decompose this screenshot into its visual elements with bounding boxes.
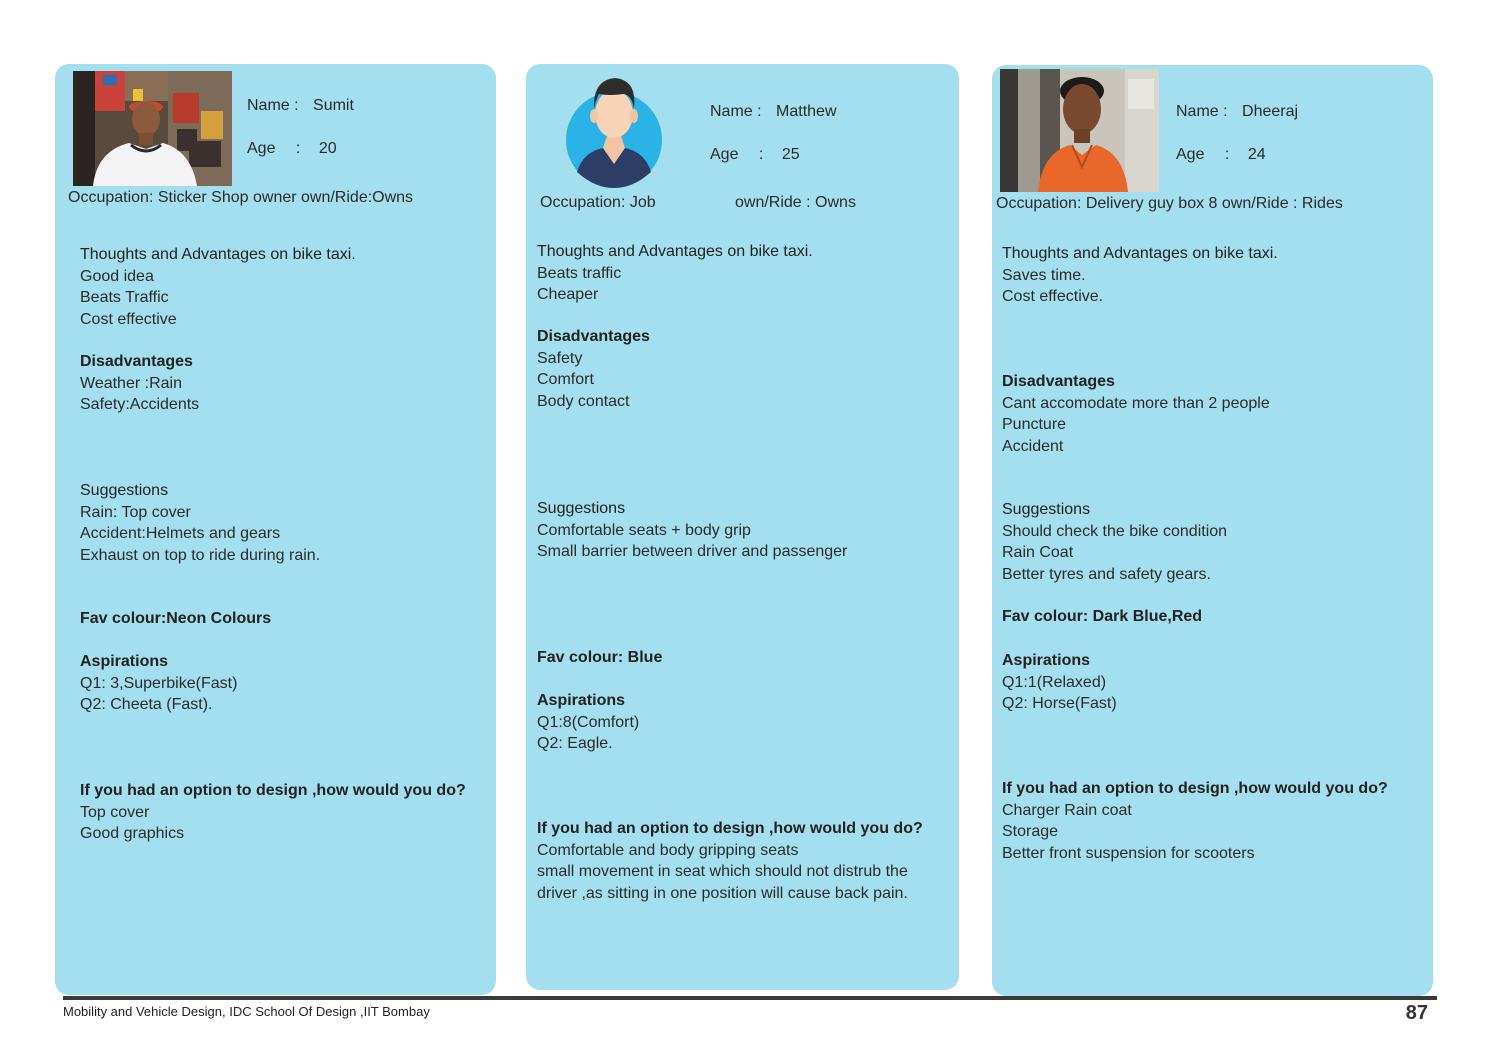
fav-colour-text: Fav colour: Dark Blue,Red (1002, 608, 1203, 625)
age-separator: : (1224, 146, 1230, 163)
fav-colour-section (537, 647, 662, 669)
suggestions-heading: Suggestions (537, 500, 626, 517)
list-item: Top cover (80, 803, 150, 821)
list-item: Q1:8(Comfort) (537, 713, 640, 731)
name-value: Dheeraj (1242, 103, 1299, 120)
aspirations-section (1002, 650, 1117, 715)
list-item: Should check the bike condition (1002, 522, 1228, 540)
list-item: Cheaper (537, 286, 599, 303)
list-item: Good graphics (80, 825, 185, 842)
design-section (1002, 778, 1388, 864)
thoughts-heading: Thoughts and Advantages on bike taxi. (80, 246, 356, 263)
own-ride-text: own/Ride : Owns (735, 194, 856, 211)
footer-credit: Mobility and Vehicle Design, IDC School Of Design ,IIT Bombay (63, 1004, 430, 1019)
list-item: Weather :Rain (80, 374, 182, 392)
list-item: Good idea (80, 267, 154, 285)
list-item: Comfort (537, 371, 594, 388)
aspirations-heading: Aspirations (80, 653, 169, 670)
occupation-text: Occupation: Sticker Shop owner own/Ride:Owns (68, 189, 414, 206)
fav-colour-text: Fav colour:Neon Colours (80, 610, 272, 627)
list-item: Cost effective (80, 310, 177, 328)
thoughts-section (80, 244, 356, 330)
aspirations-section (80, 651, 237, 716)
list-item: Better front suspension for scooters (1002, 844, 1255, 862)
list-item: Puncture (1002, 416, 1067, 433)
list-item: Exhaust on top to ride during rain. (80, 546, 321, 564)
fav-colour-section (80, 608, 271, 630)
list-item: Charger Rain coat (1002, 801, 1132, 819)
design-section (80, 780, 466, 845)
list-item: Comfortable and body gripping seats (537, 841, 799, 859)
list-item: Q2: Cheeta (Fast). (80, 696, 213, 713)
list-item: Small barrier between driver and passenger (537, 543, 848, 560)
disadvantages-heading: Disadvantages (1002, 373, 1115, 390)
list-item: Safety (537, 349, 583, 367)
disadvantages-section (1002, 371, 1270, 457)
age-label: Age (247, 140, 276, 157)
suggestions-section (537, 498, 847, 563)
persona-photo-dheeraj (1000, 69, 1159, 192)
list-item: Beats Traffic (80, 289, 169, 306)
suggestions-heading: Suggestions (1002, 501, 1091, 518)
name-row (710, 103, 837, 121)
list-item: Comfortable seats + body grip (537, 521, 751, 539)
thoughts-heading: Thoughts and Advantages on bike taxi. (1002, 245, 1278, 262)
list-item: Safety:Accidents (80, 396, 200, 413)
list-item: Beats traffic (537, 264, 622, 282)
list-item: driver ,as sitting in one position will cause back pain. (537, 884, 908, 902)
list-item: Body contact (537, 392, 630, 410)
name-row (1176, 103, 1298, 121)
list-item: small movement in seat which should not distrub the (537, 863, 908, 880)
list-item: Rain: Top cover (80, 503, 191, 521)
thoughts-section (1002, 243, 1278, 308)
list-item: Q2: Horse(Fast) (1002, 695, 1117, 712)
name-label: Name : (1176, 103, 1228, 120)
list-item: Accident (1002, 437, 1064, 455)
age-value: 20 (318, 140, 337, 157)
age-row (1176, 146, 1266, 164)
list-item: Q1: 3,Superbike(Fast) (80, 674, 238, 692)
disadvantages-section (80, 351, 199, 416)
name-value: Sumit (313, 97, 354, 114)
suggestions-heading: Suggestions (80, 482, 169, 499)
thoughts-heading: Thoughts and Advantages on bike taxi. (537, 243, 813, 260)
age-value: 24 (1247, 146, 1266, 163)
disadvantages-section (537, 326, 650, 412)
persona-photo-sumit (73, 71, 232, 186)
thoughts-section (537, 241, 813, 306)
age-value: 25 (781, 146, 800, 163)
name-value: Matthew (776, 103, 837, 120)
design-section (537, 818, 923, 904)
list-item: Cost effective. (1002, 288, 1104, 305)
page-number: 87 (1405, 1002, 1428, 1024)
list-item: Q1:1(Relaxed) (1002, 673, 1107, 691)
list-item: Rain Coat (1002, 544, 1074, 561)
aspirations-section (537, 690, 639, 755)
disadvantages-heading: Disadvantages (80, 353, 193, 370)
fav-colour-section (1002, 606, 1202, 628)
disadvantages-heading: Disadvantages (537, 328, 650, 345)
age-row (247, 140, 337, 158)
aspirations-heading: Aspirations (537, 692, 626, 709)
age-label: Age (710, 146, 739, 163)
aspirations-heading: Aspirations (1002, 652, 1091, 669)
design-heading: If you had an option to design ,how would you do? (1002, 780, 1388, 797)
age-row (710, 146, 800, 164)
name-label: Name : (710, 103, 762, 120)
list-item: Saves time. (1002, 266, 1086, 284)
design-heading: If you had an option to design ,how would you do? (80, 782, 466, 799)
age-separator: : (758, 146, 764, 163)
list-item: Accident:Helmets and gears (80, 525, 281, 542)
design-heading: If you had an option to design ,how would you do? (537, 820, 923, 837)
list-item: Q2: Eagle. (537, 735, 613, 752)
age-label: Age (1176, 146, 1205, 163)
fav-colour-text: Fav colour: Blue (537, 649, 663, 666)
occupation-text: Occupation: Delivery guy box 8 own/Ride : Rides (996, 195, 1343, 212)
occupation-text: Occupation: Job (540, 194, 656, 211)
footer-divider (63, 996, 1437, 1000)
suggestions-section (1002, 499, 1227, 585)
suggestions-section (80, 480, 320, 566)
list-item: Cant accomodate more than 2 people (1002, 394, 1270, 412)
list-item: Storage (1002, 823, 1059, 840)
name-row (247, 97, 354, 115)
name-label: Name : (247, 97, 299, 114)
avatar-icon (563, 72, 665, 190)
list-item: Better tyres and safety gears. (1002, 565, 1211, 583)
age-separator: : (295, 140, 301, 157)
